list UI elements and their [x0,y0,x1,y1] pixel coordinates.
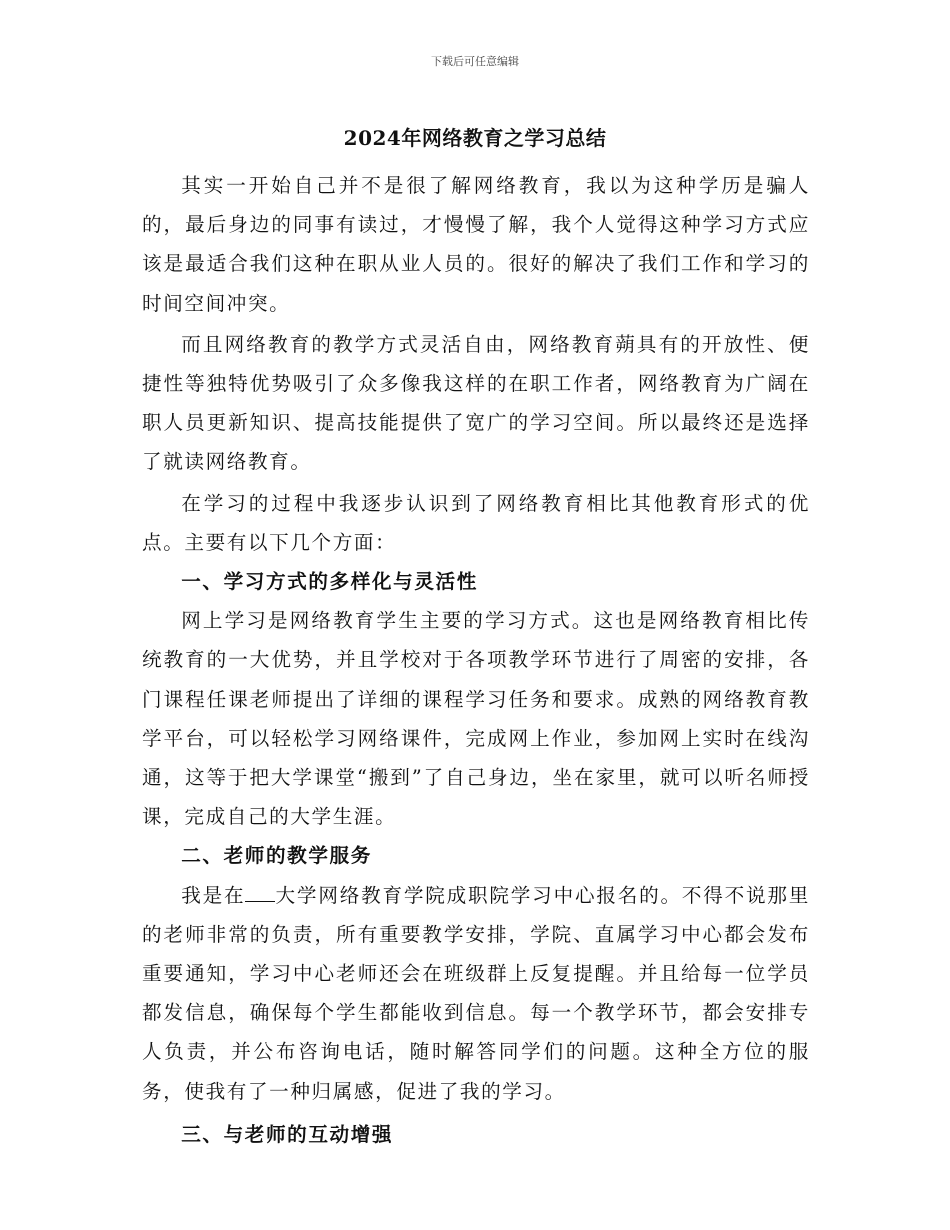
section-heading-1: 一、学习方式的多样化与灵活性 [181,570,478,594]
section-heading-3: 三、与老师的互动增强 [181,1122,394,1146]
section-heading-2: 二、老师的教学服务 [181,844,372,868]
blank-underline [245,883,275,902]
paragraph-intro: 其实一开始自己并不是很了解网络教育，我以为这种学历是骗人的，最后身边的同事有读过，才慢慢了解，我个人觉得这种学习方式应该是最适合我们这种在职从业人员的。很好的解决了我们工作和学习的时间空间冲突。 [142,174,810,315]
paragraph-advantages: 而且网络教育的教学方式灵活自由，网络教育蒴具有的开放性、便捷性等独特优势吸引了众多像我这样的在职工作者，网络教育为广阔在职人员更新知识、提高技能提供了宽广的学习空间。所以最终还是选择了就读网络教育。 [142,332,810,474]
document-title: 2024年网络教育之学习总结 [343,126,607,150]
page-header: 下载后可任意编辑 [431,55,519,68]
paragraph-overview: 在学习的过程中我逐步认识到了网络教育相比其他教育形式的优点。主要有以下几个方面： [142,491,810,554]
document-body [142,166,810,1154]
paragraph-text-start: 我是在 [181,883,246,907]
paragraph-teaching-service [142,876,810,1111]
paragraph-text-rest: 大学网络教育学院成职院学习中心报名的。不得不说那里的老师非常的负责，所有重要教学安排，学院、直属学习中心都会发布重要通知，学习中心老师还会在班级群上反复提醒。并且给每一位学员都发信息，确保每个学生都能收到信息。每一个教学环节，都会安排专人负责，并公布咨询电话，随时解答同学们的问题。这种全方位的服务，使我有了一种归属感，促进了我的学习。 [142,883,811,1103]
paragraph-online-learning: 网上学习是网络教育学生主要的学习方式。这也是网络教育相比传统教育的一大优势，并且学校对于各项教学环节进行了周密的安排，各门课程任课老师提出了详细的课程学习任务和要求。成熟的网络教育教学平台，可以轻松学习网络课件，完成网上作业，参加网上实时在线沟通，这等于把大学课堂“搬到”了自己身边，坐在家里，就可以听名师授课，完成自己的大学生涯。 [142,609,810,829]
